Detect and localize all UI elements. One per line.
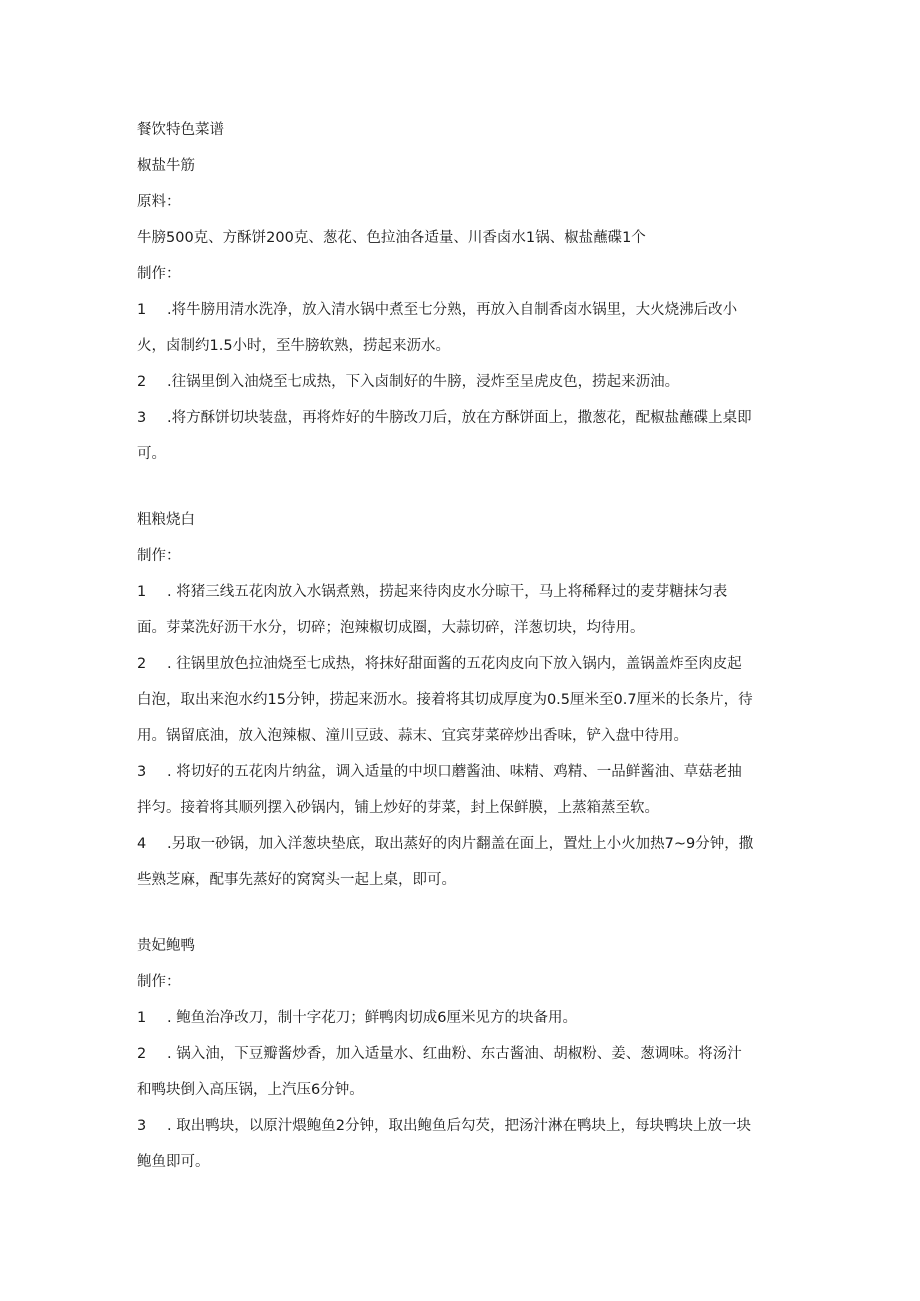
ingredients-text: 牛膀500克、方酥饼200克、葱花、色拉油各适量、川香卤水1锅、椒盐蘸碟1个 bbox=[137, 230, 646, 246]
step-text: . 将切好的五花肉片纳盆，调入适量的中坝口蘑酱油、味精、鸡精、一品鲜酱油、草菇老抽 bbox=[167, 764, 742, 780]
step-text: .将牛膀用清水洗净，放入清水锅中煮至七分熟，再放入自制香卤水锅里，大火烧沸后改小 bbox=[167, 302, 738, 318]
step-3 bbox=[137, 1108, 785, 1180]
step-text: . 取出鸭块，以原汁煨鲍鱼2分钟，取出鲍鱼后勾芡，把汤汁淋在鸭块上，每块鸭块上放一块 bbox=[167, 1118, 751, 1134]
step-text: . 鲍鱼治净改刀，制十字花刀；鲜鸭肉切成6厘米见方的块备用。 bbox=[167, 1010, 577, 1026]
step-number: 2 bbox=[137, 1046, 147, 1062]
step-2 bbox=[137, 364, 785, 400]
step-text-continued: 用。锅留底油，放入泡辣椒、潼川豆豉、蒜末、宜宾芽菜碎炒出香味，铲入盘中待用。 bbox=[137, 728, 688, 744]
step-text-continued: 和鸭块倒入高压锅，上汽压6分钟。 bbox=[137, 1082, 364, 1098]
step-2 bbox=[137, 1036, 785, 1108]
step-number: 4 bbox=[137, 836, 147, 852]
section-spacer bbox=[137, 898, 785, 928]
step-text: . 往锅里放色拉油烧至七成热，将抹好甜面酱的五花肉皮向下放入锅内，盖锅盖炸至肉皮起 bbox=[167, 656, 742, 672]
recipe-section-guifei-baoya bbox=[137, 928, 785, 1180]
document-title: 餐饮特色菜谱 bbox=[137, 122, 224, 138]
step-3 bbox=[137, 754, 785, 826]
step-number: 1 bbox=[137, 1010, 147, 1026]
step-1 bbox=[137, 574, 785, 646]
step-1 bbox=[137, 292, 785, 364]
step-2 bbox=[137, 646, 785, 754]
step-number: 1 bbox=[137, 302, 147, 318]
step-text: . 锅入油，下豆瓣酱炒香，加入适量水、红曲粉、东古酱油、胡椒粉、姜、葱调味。将汤汁 bbox=[167, 1046, 742, 1062]
step-3 bbox=[137, 400, 785, 472]
recipe-document bbox=[137, 112, 785, 1180]
step-text-continued: 鲍鱼即可。 bbox=[137, 1154, 210, 1170]
step-number: 2 bbox=[137, 374, 147, 390]
step-number: 3 bbox=[137, 410, 147, 426]
method-label: 制作： bbox=[137, 266, 181, 282]
step-number: 3 bbox=[137, 1118, 147, 1134]
step-number: 1 bbox=[137, 584, 147, 600]
recipe-section-jiaoyan-niujin bbox=[137, 148, 785, 472]
recipe-title: 粗粮烧白 bbox=[137, 512, 195, 528]
recipe-section-culiang-shaobai bbox=[137, 502, 785, 898]
step-text-continued: 些熟芝麻，配事先蒸好的窝窝头一起上桌，即可。 bbox=[137, 872, 456, 888]
step-text-continued: 面。芽菜洗好沥干水分，切碎；泡辣椒切成圈，大蒜切碎，洋葱切块，均待用。 bbox=[137, 620, 645, 636]
step-4 bbox=[137, 826, 785, 898]
step-text: .将方酥饼切块装盘，再将炸好的牛膀改刀后，放在方酥饼面上，撒葱花，配椒盐蘸碟上桌即 bbox=[167, 410, 752, 426]
step-text-continued: 白泡，取出来泡水约15分钟，捞起来沥水。接着将其切成厚度为0.5厘米至0.7厘米的长条片，待 bbox=[137, 692, 753, 708]
recipe-title: 贵妃鲍鸭 bbox=[137, 938, 195, 954]
ingredients-label: 原料： bbox=[137, 194, 181, 210]
step-text-continued: 火，卤制约1.5小时，至牛膀软熟，捞起来沥水。 bbox=[137, 338, 451, 354]
step-text: .另取一砂锅，加入洋葱块垫底，取出蒸好的肉片翻盖在面上，置灶上小火加热7~9分钟，撒 bbox=[167, 836, 754, 852]
section-spacer bbox=[137, 472, 785, 502]
method-label: 制作： bbox=[137, 974, 181, 990]
step-number: 2 bbox=[137, 656, 147, 672]
step-text: .往锅里倒入油烧至七成热，下入卤制好的牛膀，浸炸至呈虎皮色，捞起来沥油。 bbox=[167, 374, 680, 390]
step-text: . 将猪三线五花肉放入水锅煮熟，捞起来待肉皮水分晾干，马上将稀释过的麦芽糖抹匀表 bbox=[167, 584, 728, 600]
recipe-title: 椒盐牛筋 bbox=[137, 158, 195, 174]
method-label: 制作： bbox=[137, 548, 181, 564]
step-text-continued: 可。 bbox=[137, 446, 166, 462]
step-text-continued: 拌匀。接着将其顺列摆入砂锅内，铺上炒好的芽菜，封上保鲜膜，上蒸箱蒸至软。 bbox=[137, 800, 659, 816]
step-1 bbox=[137, 1000, 785, 1036]
step-number: 3 bbox=[137, 764, 147, 780]
